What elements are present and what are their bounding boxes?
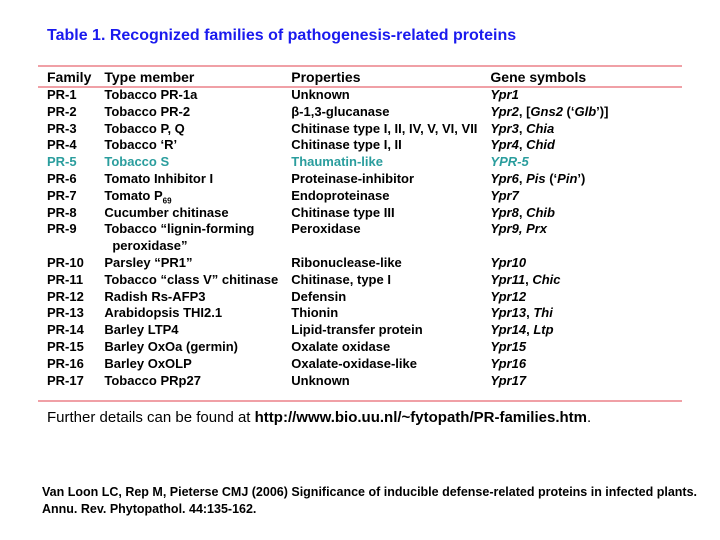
type-member-text: Tobacco “class V” chitinase [104, 271, 279, 287]
gene-symbols-cell [487, 171, 618, 188]
header-type-member: Type member [104, 69, 195, 85]
gene-symbols-cell [487, 373, 618, 390]
table-row [44, 137, 618, 154]
type-member-cell [101, 356, 288, 373]
properties-cell: Defensin [291, 288, 347, 304]
type-member-text: Barley OxOLP [104, 355, 192, 371]
gene-symbol-segment: Ypr6 [490, 170, 519, 186]
table-row [44, 221, 618, 238]
gene-symbol-segment: Pin [557, 170, 578, 186]
type-member-cell [101, 305, 288, 322]
gene-symbols-cell [487, 121, 618, 138]
type-member-cell [101, 121, 288, 138]
properties-cell: Lipid-transfer protein [291, 322, 423, 338]
gene-symbol-segment: Ypr13 [490, 305, 527, 321]
gene-symbol-segment: Ypr3 [490, 120, 519, 136]
family-cell: PR-11 [47, 271, 84, 287]
type-member-cell [101, 322, 288, 339]
table-row [44, 322, 618, 339]
family-cell: PR-16 [47, 355, 84, 371]
type-member-cell [101, 255, 288, 272]
family-cell: PR-1 [47, 87, 77, 102]
type-member-continuation: peroxidase” [112, 238, 188, 254]
type-member-cell [101, 238, 288, 255]
table-row [44, 188, 618, 205]
properties-cell: Chitinase type I, II [291, 137, 402, 153]
type-member-cell [101, 87, 288, 104]
gene-symbol-segment: , [518, 204, 527, 220]
family-cell: PR-13 [47, 305, 84, 321]
table-title: Table 1. Recognized families of pathogenesis-related proteins [47, 27, 517, 44]
gene-symbols-cell [487, 322, 618, 339]
empty-cell [487, 238, 618, 255]
gene-symbols-cell [487, 221, 618, 238]
gene-symbol-segment: Chic [532, 271, 561, 287]
type-member-cell [101, 205, 288, 222]
type-member-cell [101, 137, 288, 154]
type-member-text: Cucumber chitinase [104, 204, 229, 220]
further-details-note [47, 409, 712, 427]
family-cell: PR-6 [47, 170, 77, 186]
gene-symbol-segment: ’)] [596, 103, 609, 119]
properties-cell: Ribonuclease-like [291, 254, 402, 270]
gene-symbol-segment: Ypr1 [490, 87, 519, 102]
gene-symbol-segment: Ltp [533, 322, 554, 338]
gene-symbol-segment: (‘ [545, 170, 558, 186]
properties-cell: Chitinase, type I [291, 271, 391, 287]
family-cell: PR-5 [47, 154, 77, 170]
gene-symbol-segment: , [518, 137, 527, 153]
family-cell: PR-9 [47, 221, 77, 237]
gene-symbol-segment: Ypr14 [490, 322, 527, 338]
gene-symbols-cell [487, 104, 618, 121]
gene-symbols-cell [487, 305, 618, 322]
properties-cell: Oxalate oxidase [291, 338, 391, 354]
table-row [44, 205, 618, 222]
bottom-rule [38, 400, 682, 402]
properties-cell: Chitinase type I, II, IV, V, VI, VII [291, 120, 478, 136]
empty-cell [44, 238, 101, 255]
type-member-text: Tobacco PR-2 [104, 103, 191, 119]
type-member-text: Arabidopsis THI2.1 [104, 305, 223, 321]
properties-cell: Peroxidase [291, 221, 361, 237]
header-family: Family [47, 69, 92, 85]
gene-symbol-segment: ’) [577, 170, 586, 186]
properties-cell: Proteinase-inhibitor [291, 170, 415, 186]
gene-symbols-cell [487, 356, 618, 373]
type-member-text: Tobacco PRp27 [104, 372, 201, 388]
table-row [44, 305, 618, 322]
properties-cell: Thaumatin-like [291, 154, 383, 170]
gene-symbol-segment: Ypr12 [490, 288, 527, 304]
table-row [44, 339, 618, 356]
type-member-text: Barley OxOa (germin) [104, 338, 239, 354]
table-row [44, 289, 618, 306]
properties-cell: Unknown [291, 87, 350, 102]
gene-symbols-cell [487, 154, 618, 171]
note-text: Further details can be found at [47, 409, 255, 426]
family-cell: PR-15 [47, 338, 84, 354]
gene-symbol-segment: Pis [526, 170, 546, 186]
gene-symbol-segment: , [ [518, 103, 531, 119]
type-member-cell [101, 171, 288, 188]
type-member-cell [101, 188, 288, 205]
type-member-cell [101, 221, 288, 238]
type-member-text: Tobacco PR-1a [104, 87, 198, 102]
family-cell: PR-17 [47, 372, 84, 388]
gene-symbols-cell [487, 87, 618, 104]
gene-symbol-segment: Ypr16 [490, 355, 527, 371]
family-cell: PR-10 [47, 254, 84, 270]
gene-symbol-segment: Ypr8 [490, 204, 519, 220]
pr-families-link[interactable]: http://www.bio.uu.nl/~fytopath/PR-families.htm [254, 409, 587, 426]
properties-cell: Thionin [291, 305, 339, 321]
type-member-text: Parsley “PR1” [104, 254, 193, 270]
gene-symbol-segment: Ypr10 [490, 254, 527, 270]
table-row [44, 255, 618, 272]
table-row [44, 154, 618, 171]
gene-symbol-segment: Ypr11 [490, 271, 526, 287]
gene-symbol-segment: Ypr7 [490, 187, 519, 203]
note-suffix: . [587, 409, 592, 426]
type-member-text: Tomato P [104, 187, 163, 203]
gene-symbols-cell [487, 339, 618, 356]
gene-symbol-segment: Chib [526, 204, 555, 220]
type-member-text: Tobacco P, Q [104, 120, 185, 136]
table-row-continuation [44, 238, 618, 255]
family-cell: PR-8 [47, 204, 77, 220]
properties-cell: Endoproteinase [291, 187, 390, 203]
empty-cell [288, 238, 487, 255]
pr-families-table [44, 68, 618, 389]
gene-symbol-segment: Glb [574, 103, 597, 119]
gene-symbol-segment: YPR-5 [490, 154, 529, 170]
family-cell: PR-2 [47, 103, 77, 119]
type-member-cell [101, 373, 288, 390]
gene-symbols-cell [487, 289, 618, 306]
gene-symbol-segment: , [518, 120, 527, 136]
top-rule [38, 65, 682, 67]
table-header [44, 68, 618, 87]
properties-cell: Oxalate-oxidase-like [291, 355, 417, 371]
type-member-cell [101, 289, 288, 306]
type-member-text: Tomato Inhibitor I [104, 170, 214, 186]
table-row [44, 356, 618, 373]
gene-symbol-segment: Gns2 [530, 103, 563, 119]
gene-symbol-segment: , [518, 170, 527, 186]
gene-symbol-segment: (‘ [562, 103, 575, 119]
gene-symbol-segment: Ypr17 [490, 372, 527, 388]
type-member-cell [101, 339, 288, 356]
family-cell: PR-7 [47, 187, 77, 203]
type-member-text: Tobacco ‘R’ [104, 137, 178, 153]
table-row [44, 171, 618, 188]
table-row [44, 104, 618, 121]
gene-symbol-segment: Chid [526, 137, 555, 153]
gene-symbol-segment: , [526, 305, 534, 321]
type-member-cell [101, 104, 288, 121]
properties-cell: Unknown [291, 372, 350, 388]
properties-cell: Chitinase type III [291, 204, 395, 220]
gene-symbols-cell [487, 205, 618, 222]
family-cell: PR-14 [47, 322, 84, 338]
gene-symbols-cell [487, 188, 618, 205]
family-cell: PR-12 [47, 288, 84, 304]
type-member-text: Tobacco S [104, 154, 170, 170]
table-row [44, 373, 618, 390]
gene-symbols-cell [487, 255, 618, 272]
table-body [44, 87, 618, 389]
table-row [44, 87, 618, 104]
table-row [44, 121, 618, 138]
gene-symbol-segment: , [525, 271, 533, 287]
family-cell: PR-3 [47, 120, 77, 136]
gene-symbol-segment: Thi [533, 305, 553, 321]
header-properties: Properties [291, 69, 361, 85]
gene-symbol-segment: Ypr4 [490, 137, 519, 153]
gene-symbols-cell [487, 272, 618, 289]
type-member-cell [101, 272, 288, 289]
gene-symbol-segment: Ypr9, Prx [490, 221, 548, 237]
gene-symbol-segment: Ypr2 [490, 103, 519, 119]
type-member-cell [101, 154, 288, 171]
citation: Van Loon LC, Rep M, Pieterse CMJ (2006) Significance of inducible defense-related proteins in infected plants. Annu. Rev. Phytopathol. 44:135-162. [42, 485, 697, 516]
properties-cell: β-1,3-glucanase [291, 103, 390, 119]
gene-symbol-segment: Chia [526, 120, 555, 136]
gene-symbol-segment: Ypr15 [490, 338, 527, 354]
type-member-text: Tobacco “lignin-forming [104, 221, 255, 237]
gene-symbol-segment: , [526, 322, 534, 338]
family-cell: PR-4 [47, 137, 77, 153]
type-member-text: Radish Rs-AFP3 [104, 288, 206, 304]
type-member-subscript: 69 [162, 196, 172, 206]
table-row [44, 272, 618, 289]
gene-symbols-cell [487, 137, 618, 154]
type-member-text: Barley LTP4 [104, 322, 179, 338]
header-gene-symbols: Gene symbols [490, 69, 587, 85]
